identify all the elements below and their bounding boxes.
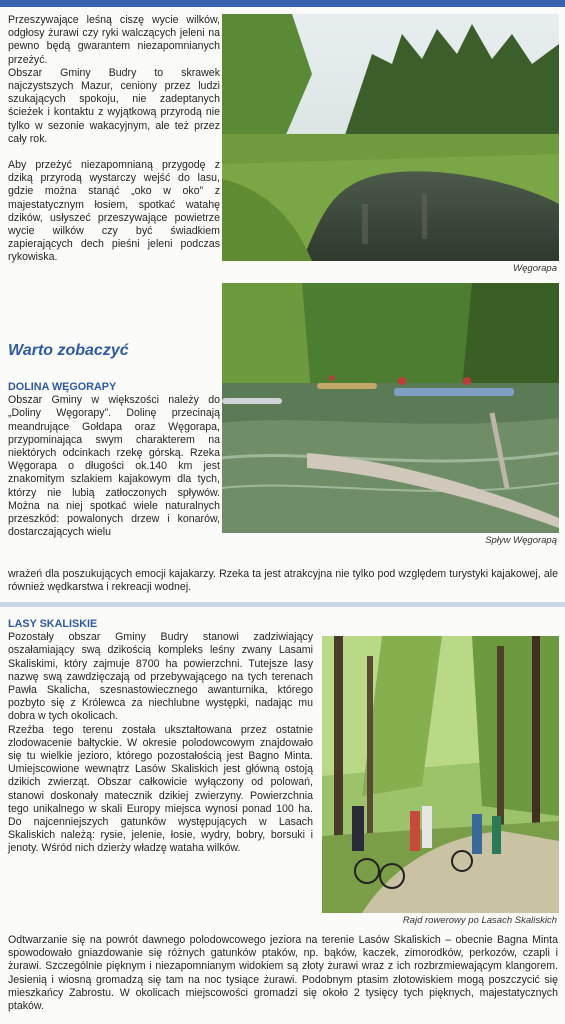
caption-photo-2: Spływ Węgorapą [485,535,557,546]
dolina-text-column: Obszar Gminy w większości należy do „Doliny Węgorapy”. Dolinę przecinają meandrujące Gołdapa oraz Węgorapa, przypominająca swym charakterem na niektórych odcinkach rzekę górską. Rzeka Węgorapa o długości ok.140 km jest znakomitym szlakiem kajakowym dla tych, którzy nie lubią zatłoczonych spływów. Można na niej spotkać wiele naturalnych przeszkód: powalonych drzew i konarów, dostarczających wielu [8,394,220,539]
lasy-heading: LASY SKALISKIE [8,618,98,630]
bottom-paragraph: Odtwarzanie się na powrót dawnego polodowcowego jeziora na terenie Lasów Skaliskich – obecnie Bagna Minta spowodowało gniazdowanie się różnych gatunków ptaków, np. bąków, kaczek, zimorodków, perkozów, czapli i żurawi. Szczególnie pięknym i niezapomnianym widokiem są złoty żurawi wraz z ich rozbrzmiewającym klangorem. Jesienią i wiosną gromadzą się tam na noc tysiące żurawi. Podobnym ptasim złotowiskiem mogą poszczycić się mieszkańcy Zabrostu. W okolicach miejscowości gromadzi się około 2 tysięcy tych pięknych, majestatycznych ptaków. [8,934,558,1013]
top-color-stripe [0,0,565,7]
caption-photo-1: Węgorapa [513,263,557,274]
photo-splyw-wegorapa [222,283,559,533]
section-heading: Warto zobaczyć [8,342,129,359]
lasy-paragraph-1: Pozostały obszar Gminy Budry stanowi zadziwiający oszałamiający swą dzikością kompleks leśny zwany Lasami Skaliskimi, który zajmuje 8700 ha powierzchni. Tutejsze lasy nazwę swą zawdzięczają od przebywającego na tych terenach Pawła Skalicha, szesnastowiecznego awanturnika, którego pozbyto się z Królewca za niechlubne występki, nadając mu dobra w tych okolicach. [8,631,313,723]
caption-photo-3: Rajd rowerowy po Lasach Skaliskich [402,915,557,926]
divider-stripe [0,602,565,607]
intro-paragraph-1: Przeszywające leśną ciszę wycie wilków, odgłosy żurawi czy ryki walczących jeleni na pewno będą gwarantem niezapomnianych przeżyć. [8,14,220,66]
intro-paragraph-2: Obszar Gminy Budry to skrawek najczystszych Mazur, ceniony przez ludzi szukających spokoju, nie zadeptanych ścieżek i kontaktu z wyjątkową przyrodą nie tylko w sezonie wakacyjnym, ale też przez cały rok. [8,66,220,145]
bottom-text [8,934,558,1013]
intro-paragraph-3: Aby przeżyć niezapomnianą przygodę z dziką przyrodą wystarczy wejść do lasu, gdzie można stanąć „oko w oko” z majestatycznym łosiem, spotkać watahę dzików, usłyszeć przeszywające powietrze wycie wilków czy być świadkiem zapierających dech pieśni jeleni podczas rykowiska. [8,159,220,264]
photo-rajd-rowerowy [322,636,559,913]
dolina-heading: DOLINA WĘGORAPY [8,381,117,393]
lasy-paragraph-2: Rzeźba tego terenu została ukształtowana przez ostatnie zlodowacenie bałtyckie. W okresie polodowcowym znajdowało się tu wielkie jezioro, którego pozostałością jest Bagno Minta. Umiejscowione wewnątrz Lasów Skaliskich jest główną ostoją dzikich zwierząt. Obszar całkowicie wyłączony od polowań, stanowi doskonały matecznik dzikiej zwierzyny. Powierzchnia tego unikalnego w skali Europy miejsca wynosi ponad 100 ha. Do najcenniejszych gatunków występujących w Lasach Skaliskich należą: rysie, jelenie, łosie, wydry, bobry, borsuki i jenoty. Wśród nich dzierży władzę wataha wilków. [8,723,313,855]
dolina-section [8,381,220,539]
intro-text [8,14,220,265]
lasy-section [8,618,313,856]
dolina-text-full [8,568,558,594]
dolina-text-continued: wrażeń dla poszukujących emocji kajakarzy. Rzeka ta jest atrakcyjna nie tylko pod względem turystyki kajakowej, ale również wędkarstwa i rekreacji wodnej. [8,568,558,594]
photo-wegorapa [222,14,559,261]
